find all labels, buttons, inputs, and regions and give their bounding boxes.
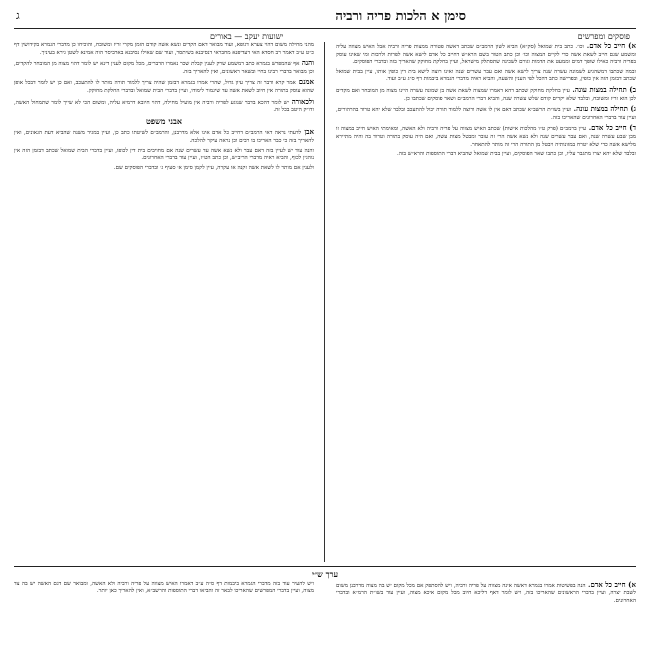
paragraph	[14, 581, 314, 596]
paragraph-lead: א) חייב כל אדם.	[583, 42, 636, 50]
paragraph	[14, 148, 314, 163]
paragraph	[14, 128, 314, 145]
column-left	[14, 42, 314, 562]
paragraph-text: ולענין אם מותר לו לשאת אשה זקנה או עקרה, עיין לקמן סימן א׳ סעיף ג׳ ובדברי הפוסקים שם.	[113, 164, 314, 171]
footer-heading: ערך ש״י	[312, 569, 338, 579]
paragraph-text: הנה בפשיטות אמרו בגמרא דאשה אינה מצווה על פריה ורביה, ויש להסתפק אם מכל מקום יש בה מצוה מדרבנן משום לשבת יצרה, ועיין בדברי הראשונים שהאריכו בזה, ויש לומר דאף דליכא חיוב מכל מקום איכא מצוה, ועיין עוד בשו״ת הרמ״א ובדברי האחרונים.	[336, 583, 636, 604]
paragraph-text: לדעתי נראה דאי הרמב״ם דחייב כל אדם אינו אלא מדרבנן, והרמב״ם לשיטתו כתב כן, ועיין במגיד משנה שהביא דעת הגאונים, ואין להאריך בזה כי כבר האריכו בו רבים וכן נראה עיקר להלכה.	[14, 130, 314, 144]
paragraph-lead: ב) תחילה במצות עונה.	[569, 84, 636, 94]
main-columns	[14, 42, 636, 562]
paragraph	[336, 105, 636, 122]
document-page	[14, 6, 636, 646]
column-right	[336, 42, 636, 562]
section-heading: אבני משפט	[145, 115, 183, 126]
paragraph-lead: אבן	[301, 127, 314, 137]
page-number: ג	[16, 9, 20, 22]
paragraph	[336, 69, 636, 84]
paragraph-text: ויש להעיר עוד בזה מדברי הגמרא ביבמות דף ס״ה ע״ב דאמרו האיש מצווה על פריה ורביה ולא האשה, ומבואר שם דגם האשה יש בה צד מצוה, ועיין בדברי המפרשים שהאריכו לבאר זה והביאו דברי התוספות והרשב״א, ואין להאריך כאן יותר.	[14, 581, 314, 595]
paragraph	[336, 124, 636, 149]
paragraph	[14, 98, 314, 115]
paragraph	[14, 59, 314, 76]
paragraph-text: מהני מחילה משום דהוי צערא דגופא, ועוד מבואר דאם הקדים ונשא אשה קודם הזמן מקרי זריז ומשובח, והוכיחו כן מדברי הגמרא בקידושין דף כ״ט ע״ב דאמר רב חסדא האי דעדיפנא מחבראי דנסיבנא בשיתסר, ועוד שם שאילו נסיבנא בארביסר הוה אמינא לשטן גירא בעיניך.	[14, 42, 314, 56]
paragraph	[336, 581, 636, 605]
paragraph-text: אמר קרא ודבר זה צריך עיון גדול, שהרי אמרו בגמרא דבזמן שהיה צריך ללמוד תורה מותר לו להתעכב, ואם כן יש לומר דבכל אופן שהוא עוסק בתורה אין חיוב לשאת אשה עד שיגמור לימודו, ועיין בדברי הבית שמואל ובדברי החלקת מחוקק.	[14, 80, 314, 94]
column-divider	[324, 42, 325, 562]
paragraph-text: וכו׳. כתב בית שמואל (סק״א) הביא לשון הרמב״ם שכתב דאשה פטורה ממצות פריה ורביה אבל האיש מצווה עליה ומשמע שגם חייב לשאת אשה כדי לקיים המצוה וכו׳ וכן כתב הטור בשם הרא״ש דחייב כל אדם לישא אשה לפרות ולרבות ומי שאינו עוסק בפריה ורביה כאילו שופך דמים וממעט את הדמות וגורם לשכינה שתסתלק מישראל, ועיין בחלקת מחוקק שהאריך בזה ובדברי הפוסקים.	[336, 44, 636, 66]
paragraph	[14, 42, 314, 57]
paragraph-lead: והנה	[299, 58, 314, 68]
paragraph	[336, 151, 636, 159]
page-header	[14, 6, 636, 29]
paragraph-text: והנה עוד יש לעיין בזה דאם עבר ולא נשא אשה עד עשרים שנה אם מחויבים בית דין לכופו, ועיין בדברי הבית שמואל שכתב דבזמן הזה אין נוהגין לכוף, והביא ראיה מדברי הריב״ש, וכן כתב הט״ז, ועיין עוד בדברי האחרונים.	[14, 147, 314, 162]
paragraph-text: אף שהמפרש בגמרא כתב דמשמע שרק לענין קבלת שכר נאמרו הדברים, מכל מקום לענין דינא יש לומר דהוי מצוה מן המובחר להקדים, וכן מבואר בדברי רבינו בחיי ובשאר ראשונים, ואין להאריך בזה.	[14, 61, 314, 75]
paragraph-lead: ג) תחילה במצות עונה.	[571, 104, 636, 114]
paragraph-lead: אמנם	[295, 77, 314, 87]
paragraph-lead: ולכאורה	[288, 96, 314, 106]
paragraph-text: ובלבד שלא יהא יצרו מתגבר עליו, וכן כתבו שאר הפוסקים, ועיין בבית שמואל שהביא דברי התוספות והרא״ש בזה.	[396, 151, 636, 158]
paragraph-text: עיין ברמב״ם (פרק ט״ו מהלכות אישות) שכתב האיש מצווה על פריה ורביה ולא האשה, ומאימתי האיש חייב במצוה זו מבן שבע עשרה שנה, ואם עבר עשרים שנה ולא נשא אשה הרי זה עובר ומבטל מצות עשה, ואם היה עוסק בתורה וטרוד בה והיה מתיירא מלישא אשה כדי שלא יטרח במזונותיה ויבטל מן התורה הרי זה מותר להתאחר.	[336, 126, 636, 148]
page-title: סימן א הלכות פריה ורביה	[335, 9, 466, 24]
paragraph-lead: א) חייב כל אדם.	[585, 581, 636, 589]
paragraph-text: ובמה שכתבו דמשהגיע לשמונה עשרה שנה צריך לישא אשה ואם עבר עשרים שנה ואינו רוצה לישא בית דין כופין אותו, עיין בבית שמואל שכתב דבזמן הזה אין כופין, ובפרישה כתב דהכל לפי הענין והשעה, והביא ראיה מדברי הגמרא ביבמות דף ס״ג ע״ב ועוד.	[336, 68, 636, 83]
paragraph	[14, 165, 314, 173]
footer-commentary	[14, 566, 636, 647]
paragraph-lead: ד) חייב כל אדם.	[586, 123, 636, 133]
subheader-right: פוסקים ומפרשים	[577, 32, 630, 41]
footer-column-left	[14, 581, 314, 645]
subheader-left: ישועות יעקב — באורים	[210, 32, 284, 41]
paragraph	[14, 78, 314, 95]
paragraph-text: ועיין בשו״ת הרשב״א שכתב דאם אין לו אשה ורוצה ללמוד תורה יכול להתעכב ובלבד שלא יהא טרוד בהרהורים, ועיין עוד בדברי האחרונים שהאריכו בזה.	[336, 107, 636, 121]
paragraph	[336, 42, 636, 67]
paragraph	[336, 86, 636, 103]
paragraph-text: יש לומר דהכא בדבר שנוגע לפריה ורביה אין מועיל מחילה, דהוי חיובא דרמיא עליה, ומשום הכי לא שייך לומר שתמחול האשה, ודו״ק היטב בכל זה.	[14, 99, 314, 114]
footer-column-right	[336, 581, 636, 645]
paragraph-text: עיין בחלקת מחוקק שכתב דהא דאמרו שמצוה לשאת אשה בן שמונה עשרה היינו מצוה מן המובחר ואם מקדים לכן הוא זריז ומשובח, ובלבד שלא יקדים קודם שלש עשרה שנה, והביא דברי הרמב״ם ושאר פוסקים שכתבו כן.	[336, 87, 636, 102]
